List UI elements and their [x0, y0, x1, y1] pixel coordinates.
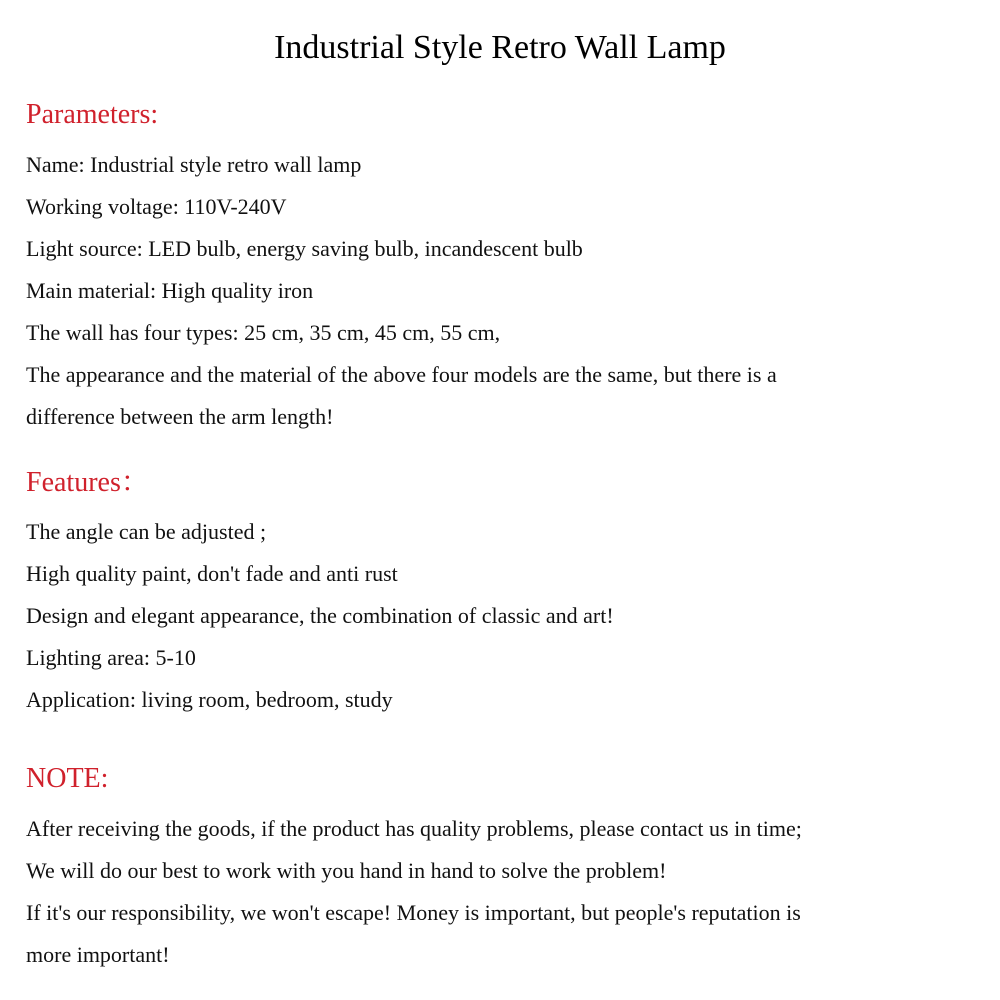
page-title: Industrial Style Retro Wall Lamp: [274, 29, 726, 66]
parameter-line: Name: Industrial style retro wall lamp: [26, 152, 362, 177]
features-list: [26, 511, 976, 721]
parameter-line: The appearance and the material of the above four models are the same, but there is a: [26, 362, 777, 387]
feature-line: High quality paint, don't fade and anti rust: [26, 561, 398, 586]
feature-line: The angle can be adjusted ;: [26, 519, 267, 544]
feature-line: Design and elegant appearance, the combination of classic and art!: [26, 603, 614, 628]
features-heading: Features：: [26, 467, 149, 498]
parameter-line: The wall has four types: 25 cm, 35 cm, 45 cm, 55 cm,: [26, 320, 501, 345]
parameter-line: Working voltage: 110V-240V: [26, 194, 287, 219]
parameter-line: Light source: LED bulb, energy saving bulb, incandescent bulb: [26, 236, 583, 261]
note-list: [26, 808, 976, 976]
parameters-heading: Parameters:: [26, 99, 159, 130]
note-line: After receiving the goods, if the product has quality problems, please contact us in time;: [26, 816, 802, 841]
feature-line: Lighting area: 5-10: [26, 645, 196, 670]
feature-line: Application: living room, bedroom, study: [26, 687, 393, 712]
parameter-line: Main material: High quality iron: [26, 278, 314, 303]
parameter-line: difference between the arm length!: [26, 404, 334, 429]
note-heading: NOTE:: [26, 763, 109, 794]
note-line: more important!: [26, 942, 170, 967]
note-line: If it's our responsibility, we won't escape! Money is important, but people's reputation is: [26, 900, 801, 925]
parameters-list: [26, 144, 976, 438]
note-line: We will do our best to work with you hand in hand to solve the problem!: [26, 858, 667, 883]
